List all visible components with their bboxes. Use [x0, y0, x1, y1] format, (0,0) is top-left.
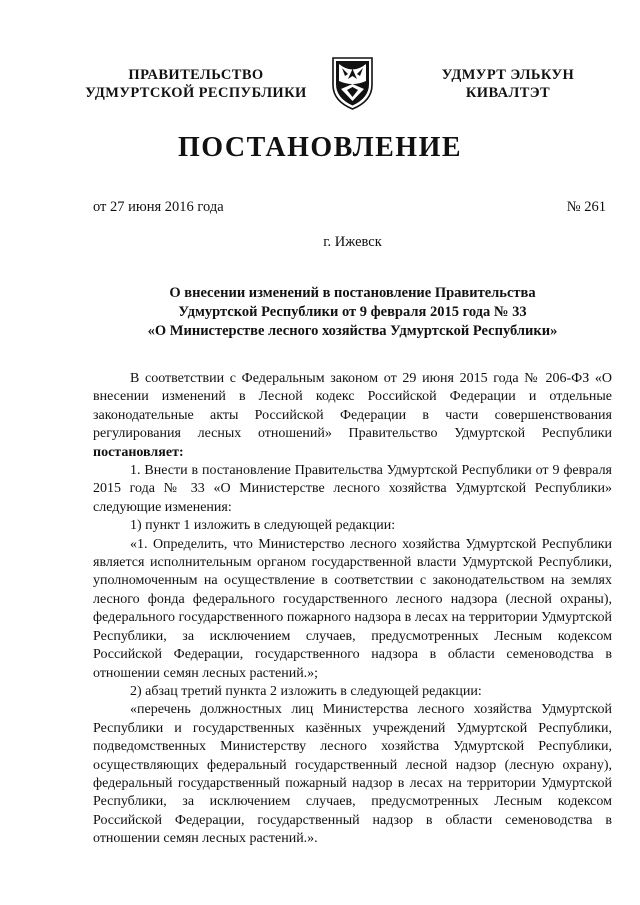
issuer-line-1: УДМУРТ ЭЛЬКУН — [441, 67, 575, 83]
document-date: от 27 июня 2016 года — [93, 199, 224, 215]
subject-line-1: О внесении изменений в постановление Правительства — [169, 285, 536, 301]
decree-keyword: постановляет: — [93, 444, 184, 460]
body-paragraph: 1) пункт 1 изложить в следующей редакции: — [130, 518, 396, 534]
intro-text: В соответствии с Федеральным законом от 29 июня 2015 года № 206-ФЗ «О внесении изменений в Лесной кодекс Российской Федерации и отдельные законодательные акты Российской Федерации в части совершенствования регулирования лесных отношений» Правительство Удмуртской Республики — [93, 371, 612, 442]
document-number: № 261 — [566, 199, 606, 215]
body-paragraph: 1. Внести в постановление Правительства Удмуртской Республики от 9 февраля 2015 года № 33 «О Министерстве лесного хозяйства Удмуртской Республики» следующие изменения: — [93, 463, 612, 515]
udmurt-coat-of-arms-icon — [329, 55, 376, 111]
subject-line-2: Удмуртской Республики от 9 февраля 2015 года № 33 — [178, 304, 527, 320]
issuer-line-1: ПРАВИТЕЛЬСТВО — [128, 67, 264, 83]
issuer-line-2: КИВАЛТЭТ — [465, 85, 551, 101]
intro-paragraph — [93, 370, 612, 462]
body-paragraph: 2) абзац третий пункта 2 изложить в следующей редакции: — [130, 683, 482, 699]
issuer-name-russian — [78, 66, 314, 102]
document-subject — [0, 284, 640, 341]
body-paragraph: «перечень должностных лиц Министерства лесного хозяйства Удмуртской Республики и государственных казённых учреждений Удмуртской Республики, подведомственных Министерству лесного хозяйства Удмуртской Республики, осуществляющих федеральный государственный лесной надзор (лесную охрану), федеральный государственный пожарный надзор в лесах на территории Удмуртской Республики, за исключением случаев, предусмотренных Лесным кодексом Российской Федерации, государственный надзор в области семеноводства в отношении семян лесных растений.». — [93, 702, 612, 847]
subject-line-3: «О Министерстве лесного хозяйства Удмуртской Республики» — [147, 323, 558, 339]
body-paragraph: «1. Определить, что Министерство лесного хозяйства Удмуртской Республики является исполнительным органом государственной власти Удмуртской Республики, уполномоченным на осуществление в соответствии с законодательством на землях лесного фонда федерального государственного лесного надзора (лесной охраны), федерального государственного пожарного надзора в лесах на территории Удмуртской Республики, за исключением случаев, предусмотренных Лесным кодексом Российской Федерации, государственного надзора в области семеноводства в отношении семян лесных растений.»; — [93, 536, 612, 681]
document-city: г. Ижевск — [323, 234, 382, 250]
issuer-line-2: УДМУРТСКОЙ РЕСПУБЛИКИ — [85, 85, 307, 101]
document-body — [93, 370, 612, 849]
issuer-name-udmurt — [420, 66, 596, 102]
document-type-title: ПОСТАНОВЛЕНИЕ — [177, 132, 463, 163]
